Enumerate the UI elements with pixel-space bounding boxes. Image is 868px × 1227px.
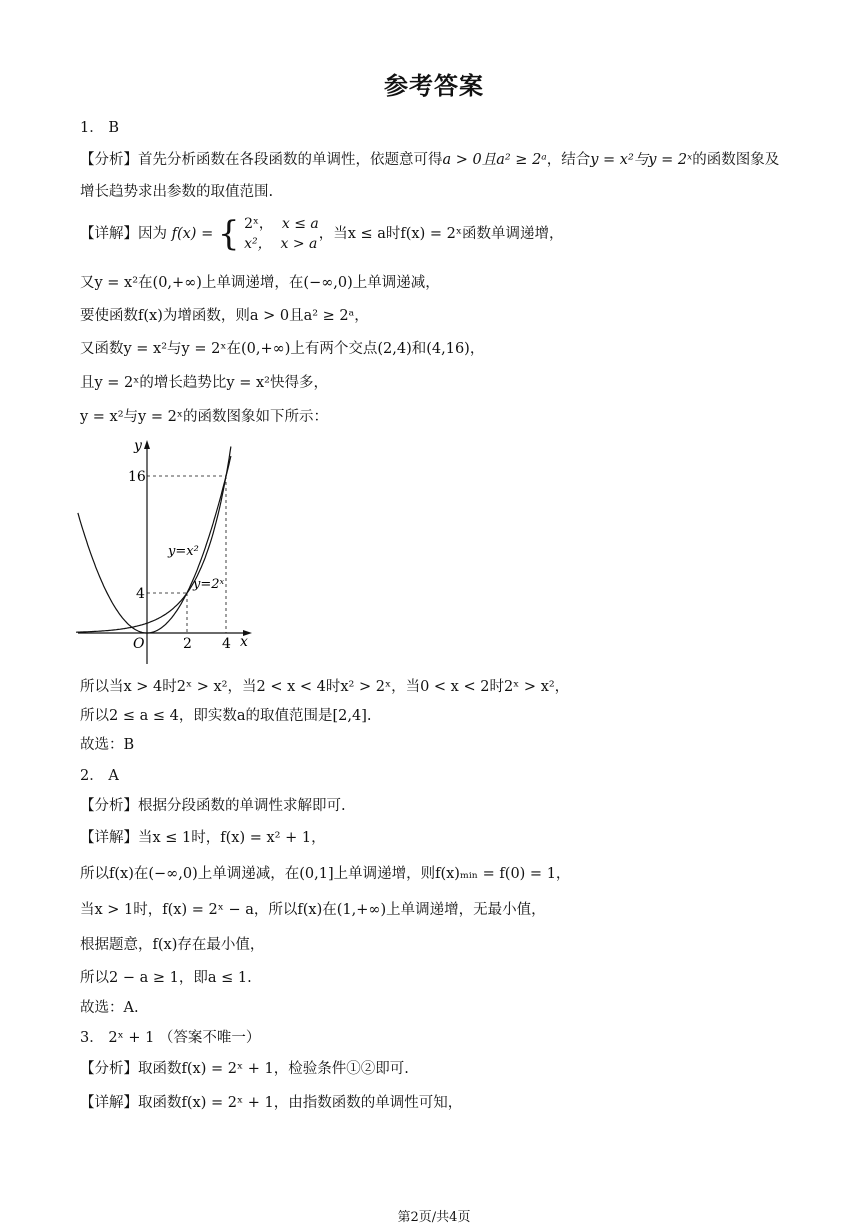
- q1-line-g: 所以2 ≤ a ≤ 4，即实数a的取值范围是[2,4].: [80, 708, 372, 724]
- q1-analysis-text-3: 的函数图象及: [692, 152, 780, 168]
- tick-label-16: 16: [128, 469, 146, 485]
- piecewise-lhs: f(x) =: [171, 226, 214, 242]
- q3-answer: 2ˣ + 1: [108, 1030, 155, 1046]
- analysis-tag: 【分析】: [80, 152, 138, 168]
- q2-choice: 故选：A.: [80, 1000, 139, 1016]
- q3-header: [80, 1028, 808, 1048]
- piecewise-function: [172, 214, 319, 254]
- q1-choice: 故选：B: [80, 737, 135, 753]
- q1-analysis-line2: 增长趋势求出参数的取值范围.: [80, 184, 274, 200]
- tick-label-y4: 4: [136, 586, 145, 602]
- q2-answer: A: [108, 768, 119, 784]
- q1-analysis-text-2: ，结合: [546, 152, 591, 168]
- piecewise-cases: [244, 214, 319, 254]
- origin-label: O: [133, 636, 145, 652]
- case-row-1: [244, 214, 319, 234]
- parabola-label: y=x²: [168, 544, 199, 559]
- q3-note: （答案不唯一）: [158, 1030, 261, 1046]
- case1-expr: 2ˣ，: [244, 216, 273, 232]
- y-axis-label: y: [134, 438, 142, 454]
- q1-line-b: 要使函数f(x)为增函数，则a > 0且a² ≥ 2ᵃ，: [80, 308, 369, 324]
- left-brace-icon: {: [217, 214, 240, 254]
- page-footer: 第2页/共4页: [397, 1210, 471, 1225]
- q1-detail: [80, 214, 808, 254]
- q1-line-d: 且y = 2ˣ的增长趋势比y = x²快得多，: [80, 375, 328, 391]
- page-title: 参考答案: [384, 72, 484, 100]
- y-axis-arrow-icon: [144, 440, 150, 449]
- q1-line-c: 又函数y = x²与y = 2ˣ在(0,+∞)上有两个交点(2,4)和(4,16)，: [80, 341, 485, 357]
- q1-detail-text: 因为: [138, 226, 167, 242]
- exp-label: y=2ˣ: [193, 577, 225, 592]
- q1-analysis-condition: a > 0且a² ≥ 2ᵃ: [442, 152, 547, 168]
- q1-header: [80, 118, 808, 138]
- q3-detail: 【详解】取函数f(x) = 2ˣ + 1，由指数函数的单调性可知，: [80, 1095, 463, 1111]
- case2-expr: x²，: [244, 236, 272, 252]
- q1-line-f: 所以当x > 4时2ˣ > x²，当2 < x < 4时x² > 2ˣ，当0 < x < 2时2ˣ > x²，: [80, 679, 570, 695]
- q2-detail: 【详解】当x ≤ 1时，f(x) = x² + 1，: [80, 830, 326, 846]
- q2-number: 2．: [80, 768, 104, 784]
- x-axis-label: x: [240, 634, 248, 650]
- q3-analysis: 【分析】取函数f(x) = 2ˣ + 1，检验条件①②即可.: [80, 1061, 409, 1077]
- q3-number: 3．: [80, 1030, 104, 1046]
- q1-analysis: [80, 150, 808, 170]
- q1-line-e: y = x²与y = 2ˣ的函数图象如下所示：: [80, 409, 328, 425]
- tick-label-x4: 4: [222, 636, 231, 652]
- detail-tag: 【详解】: [80, 226, 138, 242]
- q2-line-c: 根据题意，f(x)存在最小值，: [80, 937, 265, 953]
- q2-analysis: 【分析】根据分段函数的单调性求解即可.: [80, 798, 346, 814]
- parabola-curve: [78, 456, 231, 633]
- q1-detail-text-2: ，当x ≤ a时f(x) = 2ˣ函数单调递增，: [318, 226, 564, 242]
- function-graph: [76, 436, 256, 672]
- q1-analysis-text-1: 首先分析函数在各段函数的单调性，依题意可得: [138, 152, 443, 168]
- case1-cond: x ≤ a: [281, 216, 319, 232]
- q1-answer: B: [108, 120, 119, 136]
- q1-analysis-functions: y = x²与y = 2ˣ: [590, 152, 693, 168]
- q2-line-a: 所以f(x)在(−∞,0)上单调递减，在(0,1]上单调递增，则f(x)ₘᵢₙ = f(0) = 1，: [80, 866, 571, 882]
- q2-header: [80, 766, 808, 786]
- tick-label-x2: 2: [183, 636, 192, 652]
- q2-line-b: 当x > 1时，f(x) = 2ˣ − a，所以f(x)在(1,+∞)上单调递增，无最小值，: [80, 902, 546, 918]
- q2-line-d: 所以2 − a ≥ 1，即a ≤ 1.: [80, 970, 252, 986]
- case2-cond: x > a: [280, 236, 318, 252]
- q1-line-a: 又y = x²在(0,+∞)上单调递增，在(−∞,0)上单调递减，: [80, 275, 440, 291]
- case-row-2: [244, 234, 319, 254]
- q1-number: 1．: [80, 120, 104, 136]
